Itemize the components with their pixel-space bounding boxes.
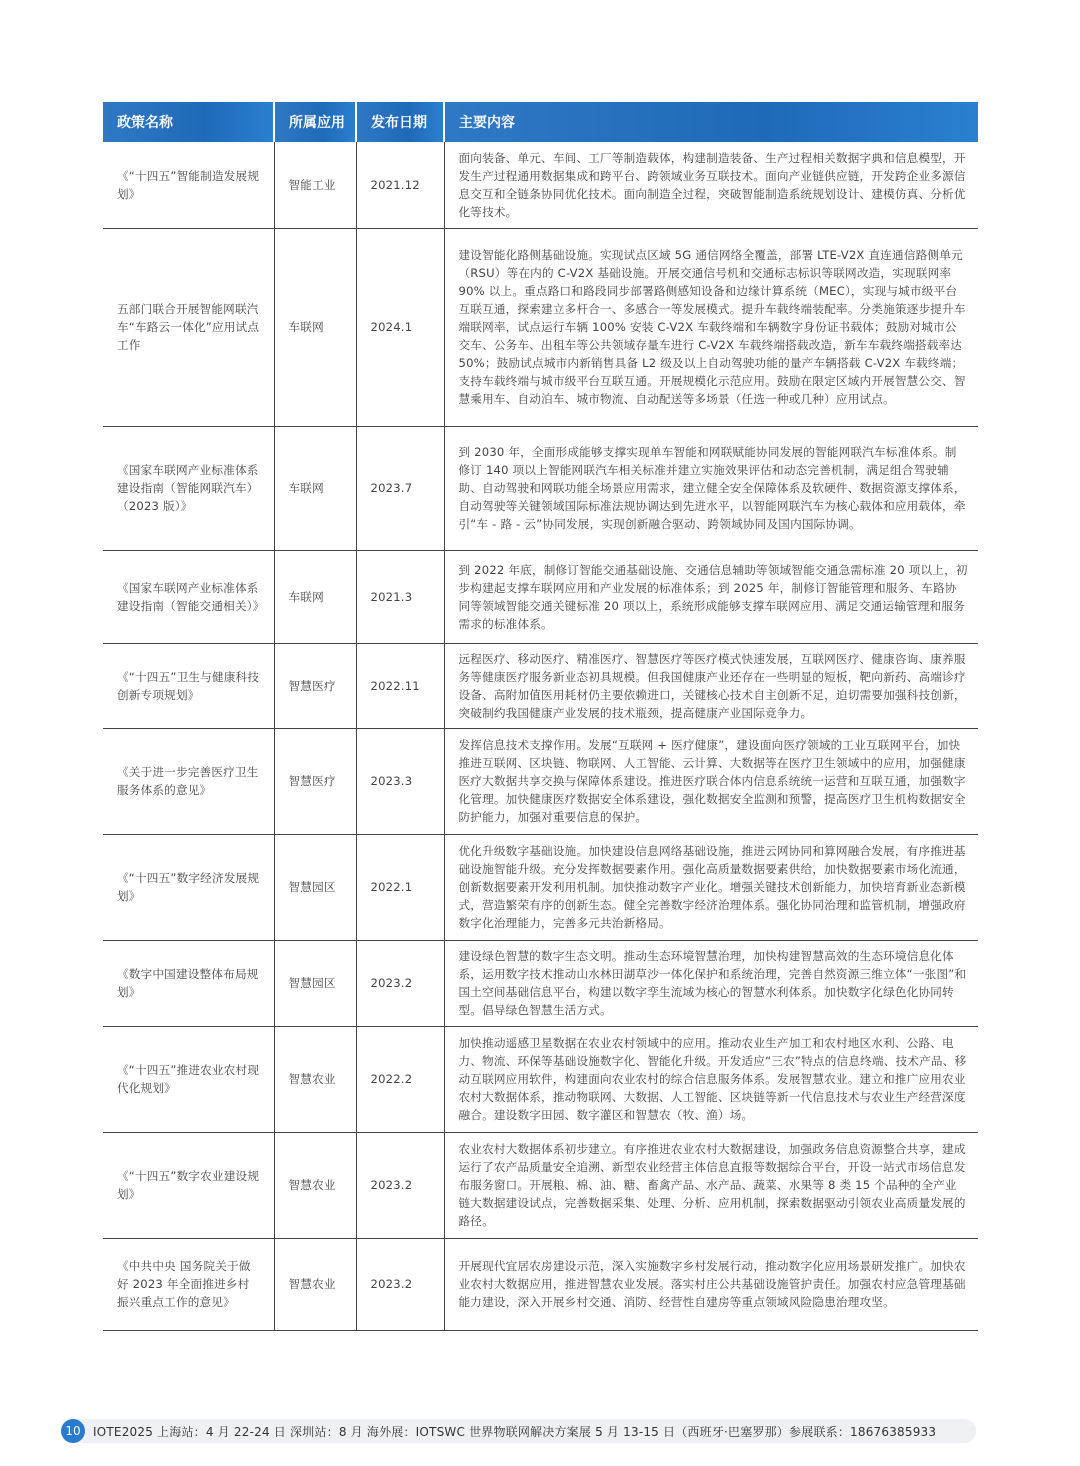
application-cell: 车联网 (274, 550, 356, 643)
policy-name-cell: 《“十四五”数字经济发展规划》 (103, 834, 274, 940)
page-number-badge: 10 (61, 1419, 85, 1443)
table-row (103, 550, 978, 643)
policy-name-cell: 《国家车联网产业标准体系建设指南（智能网联汽车）（2023 版）》 (103, 426, 274, 550)
application-cell: 智慧医疗 (274, 643, 356, 728)
main-content-cell: 到 2022 年底，制修订智能交通基础设施、交通信息辅助等领域智能交通急需标准 20 项以上，初步构建起支撑车联网应用和产业发展的标准体系；到 2025 年，制修订智能管理和服务、车路协同等领域智能交通关键标准 20 项以上，系统形成能够支撑车联网应用、满足交通运输管理和服务需求的标准体系。 (444, 550, 978, 643)
main-content-cell: 远程医疗、移动医疗、精准医疗、智慧医疗等医疗模式快速发展，互联网医疗、健康咨询、康养服务等健康医疗服务新业态初具规模。但我国健康产业还存在一些明显的短板，靶向新药、高端诊疗设备、高附加值医用耗材仍主要依赖进口，关键核心技术自主创新不足，迫切需要加强科技创新，突破制约我国健康产业发展的技术瓶颈，提高健康产业国际竞争力。 (444, 643, 978, 728)
main-content-cell: 面向装备、单元、车间、工厂等制造载体，构建制造装备、生产过程相关数据字典和信息模型，开发生产过程通用数据集成和跨平台、跨领域业务互联技术。面向产业链供应链，开发跨企业多源信息交互和全链条协同优化技术。面向制造全过程，突破智能制造系统规划设计、建模仿真、分析优化等技术。 (444, 142, 978, 228)
release-date-cell: 2024.1 (356, 228, 444, 426)
policy-name-cell: 《“十四五”卫生与健康科技创新专项规划》 (103, 643, 274, 728)
main-content-cell: 建设绿色智慧的数字生态文明。推动生态环境智慧治理，加快构建智慧高效的生态环境信息化体系，运用数字技术推动山水林田湖草沙一体化保护和系统治理，完善自然资源三维立体“一张图”和国土空间基础信息平台，构建以数字孪生流域为核心的智慧水利体系。加快数字化绿色化协同转型。倡导绿色智慧生活方式。 (444, 940, 978, 1026)
footer-bar (62, 1419, 976, 1443)
table-row (103, 1132, 978, 1238)
release-date-cell: 2023.2 (356, 940, 444, 1026)
application-cell: 智慧医疗 (274, 728, 356, 834)
release-date-cell: 2023.2 (356, 1238, 444, 1330)
release-date-cell: 2021.12 (356, 142, 444, 228)
table-row (103, 728, 978, 834)
table-row (103, 142, 978, 228)
main-content-cell: 发挥信息技术支撑作用。发展“互联网 + 医疗健康”，建设面向医疗领域的工业互联网平台，加快推进互联网、区块链、物联网、人工智能、云计算、大数据等在医疗卫生领域中的应用，加强健康医疗大数据共享交换与保障体系建设。推进医疗联合体内信息系统统一运营和互联互通，加强数字化管理。加快健康医疗数据安全体系建设，强化数据安全监测和预警，提高医疗卫生机构数据安全防护能力，加强对重要信息的保护。 (444, 728, 978, 834)
policy-name-cell: 五部门联合开展智能网联汽车“车路云一体化”应用试点工作 (103, 228, 274, 426)
policy-name-cell: 《数字中国建设整体布局规划》 (103, 940, 274, 1026)
table-header (103, 102, 978, 142)
table-body (103, 142, 978, 1330)
table-row (103, 228, 978, 426)
application-cell: 智慧农业 (274, 1238, 356, 1330)
table-row (103, 940, 978, 1026)
policy-name-cell: 《中共中央 国务院关于做好 2023 年全面推进乡村振兴重点工作的意见》 (103, 1238, 274, 1330)
table-row (103, 426, 978, 550)
main-content-cell: 开展现代宜居农房建设示范，深入实施数字乡村发展行动，推动数字化应用场景研发推广。加快农业农村大数据应用，推进智慧农业发展。落实村庄公共基础设施管护责任。加强农村应急管理基础能力建设，深入开展乡村交通、消防、经营性自建房等重点领域风险隐患治理攻坚。 (444, 1238, 978, 1330)
table-row (103, 1238, 978, 1330)
policy-name-cell: 《“十四五”数字农业建设规划》 (103, 1132, 274, 1238)
main-content-cell: 加快推动遥感卫星数据在农业农村领域中的应用。推动农业生产加工和农村地区水利、公路、电力、物流、环保等基础设施数字化、智能化升级。开发适应“三农”特点的信息终端、技术产品、移动互联网应用软件，构建面向农业农村的综合信息服务体系。发展智慧农业。建立和推广应用农业农村大数据体系，推动物联网、大数据、人工智能、区块链等新一代信息技术与农业生产经营深度融合。建设数字田园、数字灌区和智慧农（牧、渔）场。 (444, 1026, 978, 1132)
header-policy-name: 政策名称 (103, 102, 274, 142)
table-row (103, 834, 978, 940)
release-date-cell: 2023.3 (356, 728, 444, 834)
application-cell: 车联网 (274, 426, 356, 550)
main-content-cell: 建设智能化路侧基础设施。实现试点区域 5G 通信网络全覆盖，部署 LTE-V2X 直连通信路侧单元（RSU）等在内的 C-V2X 基础设施。开展交通信号机和交通标志标识等联网改造，实现联网率 90% 以上。重点路口和路段同步部署路侧感知设备和边缘计算系统（MEC），实现与城市级平台互联互通，探索建立多杆合一、多感合一等发展模式。提升车载终端装配率。分类施策逐步提升车端联网率，试点运行车辆 100% 安装 C-V2X 车载终端和车辆数字身份证书载体；鼓励对城市公交车、公务车、出租车等公共领域存量车进行 C-V2X 车载终端搭载改造，新车车载终端搭载率达 50%；鼓励试点城市内新销售具备 L2 级及以上自动驾驶功能的量产车辆搭载 C-V2X 车载终端；支持车载终端与城市级平台互联互通。开展规模化示范应用。鼓励在限定区域内开展智慧公交、智慧乘用车、自动泊车、城市物流、自动配送等多场景（任选一种或几种）应用试点。 (444, 228, 978, 426)
main-content-cell: 农业农村大数据体系初步建立。有序推进农业农村大数据建设，加强政务信息资源整合共享，建成运行了农产品质量安全追溯、新型农业经营主体信息直报等数据综合平台，开设一站式市场信息发布服务窗口。开展粮、棉、油、糖、畜禽产品、水产品、蔬菜、水果等 8 类 15 个品种的全产业链大数据建设试点，完善数据采集、处理、分析、应用机制，探索数据驱动引领农业高质量发展的路径。 (444, 1132, 978, 1238)
main-content-cell: 到 2030 年，全面形成能够支撑实现单车智能和网联赋能协同发展的智能网联汽车标准体系。制修订 140 项以上智能网联汽车相关标准并建立实施效果评估和动态完善机制，满足组合驾驶辅助、自动驾驶和网联功能全场景应用需求，建立健全安全保障体系及软硬件、数据资源支撑体系，自动驾驶等关键领域国际标准法规协调达到先进水平，以智能网联汽车为核心载体和应用载体，牵引“车 - 路 - 云”协同发展，实现创新融合驱动、跨领域协同及国内国际协调。 (444, 426, 978, 550)
header-application: 所属应用 (274, 102, 356, 142)
policy-name-cell: 《“十四五”推进农业农村现代化规划》 (103, 1026, 274, 1132)
policy-name-cell: 《国家车联网产业标准体系建设指南（智能交通相关）》 (103, 550, 274, 643)
release-date-cell: 2022.2 (356, 1026, 444, 1132)
policy-name-cell: 《关于进一步完善医疗卫生服务体系的意见》 (103, 728, 274, 834)
policy-table (103, 102, 978, 1331)
release-date-cell: 2022.1 (356, 834, 444, 940)
application-cell: 智慧农业 (274, 1026, 356, 1132)
application-cell: 智能工业 (274, 142, 356, 228)
table-row (103, 643, 978, 728)
header-main-content: 主要内容 (444, 102, 978, 142)
table-row (103, 1026, 978, 1132)
header-release-date: 发布日期 (356, 102, 444, 142)
policy-name-cell: 《“十四五”智能制造发展规划》 (103, 142, 274, 228)
footer-text: IOTE2025 上海站：4 月 22-24 日 深圳站：8 月 海外展：IOTSWC 世界物联网解决方案展 5 月 13-15 日（西班牙·巴塞罗那）参展联系：18676385933 (93, 1424, 937, 1439)
main-content-cell: 优化升级数字基础设施。加快建设信息网络基础设施，推进云网协同和算网融合发展，有序推进基础设施智能升级。充分发挥数据要素作用。强化高质量数据要素供给，加快数据要素市场化流通，创新数据要素开发利用机制。加快推动数字产业化。增强关键技术创新能力，加快培育新业态新模式，营造繁荣有序的创新生态。健全完善数字经济治理体系。强化协同治理和监管机制，增强政府数字化治理能力，完善多元共治新格局。 (444, 834, 978, 940)
application-cell: 智慧园区 (274, 834, 356, 940)
application-cell: 智慧农业 (274, 1132, 356, 1238)
release-date-cell: 2023.7 (356, 426, 444, 550)
release-date-cell: 2023.2 (356, 1132, 444, 1238)
application-cell: 智慧园区 (274, 940, 356, 1026)
application-cell: 车联网 (274, 228, 356, 426)
release-date-cell: 2022.11 (356, 643, 444, 728)
release-date-cell: 2021.3 (356, 550, 444, 643)
